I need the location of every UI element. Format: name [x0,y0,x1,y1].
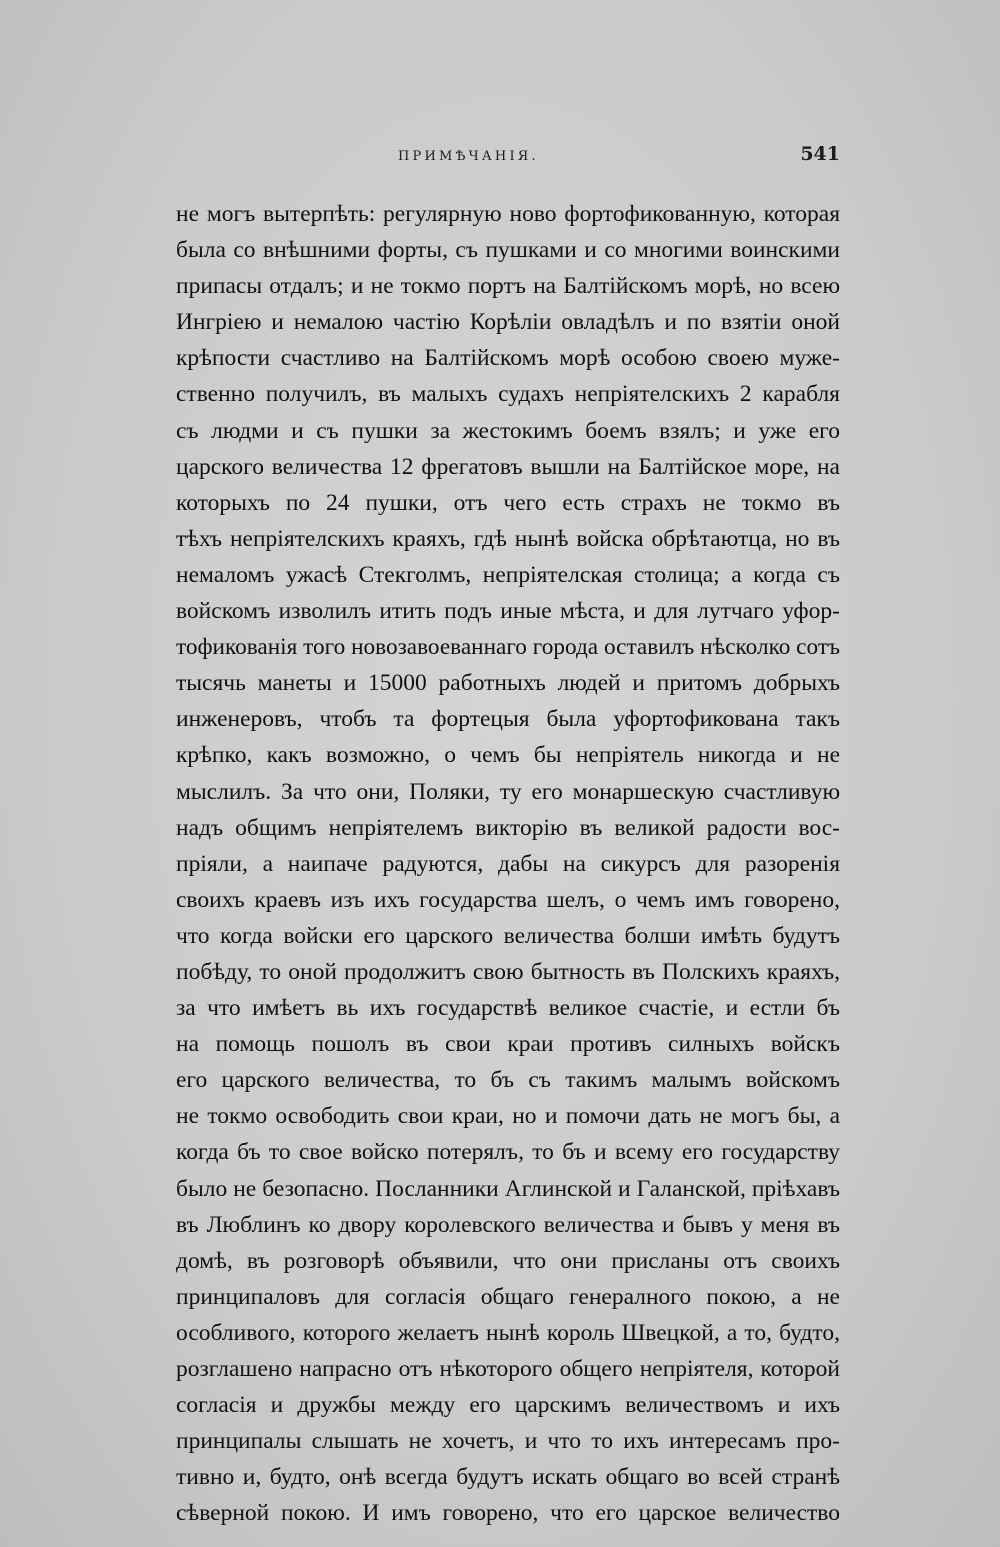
text-line: съ людми и съ пушки за жестокимъ боемъ взялъ; и уже его [176,417,840,444]
text-line: крѣпости счастливо на Балтійскомъ морѣ особою своею муже- [176,345,840,372]
text-line: за что имѣетъ вь ихъ государствѣ великое счастіе, и естли бъ [176,995,840,1022]
text-line: не могъ вытерпѣть: регулярную ново фортофикованную, которая [176,201,840,227]
text-line: была со внѣшними форты, съ пушками и со многими воинскими [176,237,840,264]
text-line: принципаловъ для согласія общаго генералного покою, а не [176,1283,840,1310]
text-line: мыслилъ. За что они, Поляки, ту его монаршескую счастливую [176,778,840,805]
text-line: принципалы слышать не хочетъ, и что то ихъ интересамъ про- [176,1428,840,1455]
text-line: войскомъ изволилъ итить подъ иные мѣста, и для лутчаго уфор- [176,598,840,625]
text-line: тивно и, будто, онѣ всегда будутъ искать общаго во всей странѣ [176,1464,840,1491]
text-line: было не безопасно. Посланники Аглинской и Галанской, пріѣхавъ [176,1175,840,1202]
text-line: не токмо освободить свои краи, но и помочи дать не могъ бы, а [176,1103,840,1130]
text-line: которыхъ по 24 пушки, отъ чего есть страхъ не токмо въ [176,489,840,516]
text-line: инженеровъ, чтобъ та фортецыя была уфортофикована такъ [176,706,840,733]
text-line: розглашено напрасно отъ нѣкоторого общего непріятеля, которой [176,1356,840,1382]
text-line: своихъ краевъ изъ ихъ государства шелъ, о чемъ имъ говорено, [176,886,840,913]
text-line: когда бъ то свое войско потерялъ, то бъ и всему его государству [176,1139,840,1166]
text-line: его царского величества, то бъ съ такимъ малымъ войскомъ [176,1067,840,1094]
running-head: ПРИМѢЧАНІЯ. [398,149,539,164]
text-line: домѣ, въ розговорѣ объявили, что они присланы отъ своихъ [176,1247,840,1274]
text-line: крѣпко, какъ возможно, о чемъ бы непріятель никогда и не [176,742,840,769]
text-line: тофикованія того новозавоеваннаго города оставилъ нѣсколко сотъ [176,634,840,661]
text-line: согласія и дружбы между его царскимъ величествомъ и ихъ [176,1392,840,1419]
page-header [176,143,840,173]
text-line: припасы отдалъ; и не токмо портъ на Балтійскомъ морѣ, но всею [176,273,840,300]
text-line: что когда войски его царского величества болши имѣть будутъ [176,922,840,949]
page-number: 541 [800,143,840,165]
text-line: особливого, которого желаетъ нынѣ король Швецкой, а то, будто, [176,1319,840,1346]
text-line: на помощь пошолъ въ свои краи противъ силныхъ войскъ [176,1031,840,1058]
text-line: пріяли, а наипаче радуются, дабы на сикурсъ для разоренія [176,850,840,877]
text-line: немаломъ ужасѣ Стекголмъ, непріятелская столица; а когда съ [176,561,840,588]
text-line: тѣхъ непріятелскихъ краяхъ, гдѣ нынѣ войска обрѣтаютца, но въ [176,525,840,552]
text-line: побѣду, то оной продолжитъ свою бытность въ Полскихъ краяхъ, [176,958,840,985]
text-line: тысячь манеты и 15000 работныхъ людей и притомъ добрыхъ [176,670,840,697]
body-text [176,196,840,1531]
text-line: сѣверной покою. И имъ говорено, что его царское величество [176,1500,840,1527]
text-line: ственно получилъ, въ малыхъ судахъ непріятелскихъ 2 карабля [176,381,840,408]
text-line: надъ общимъ непріятелемъ викторію въ великой радости вос- [176,814,840,841]
text-line: Ингріею и немалою частію Корѣліи овладѣлъ и по взятіи оной [176,309,840,336]
text-line: въ Люблинъ ко двору королевского величества и бывъ у меня въ [176,1211,840,1238]
text-line: царского величества 12 фрегатовъ вышли на Балтійское море, на [176,453,840,480]
